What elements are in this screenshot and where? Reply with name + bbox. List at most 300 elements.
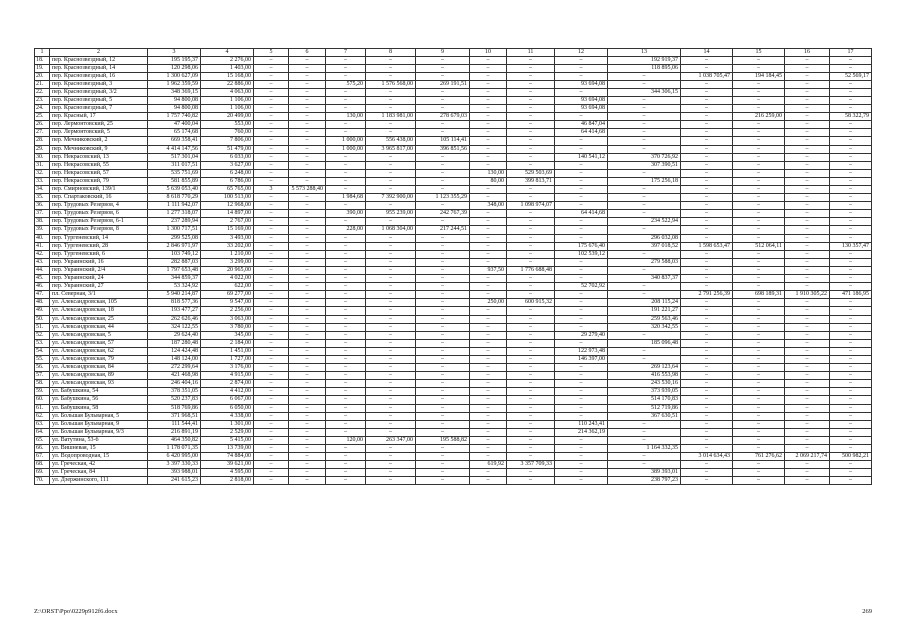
value-cell: – xyxy=(608,347,681,355)
value-cell: 818 577,36 xyxy=(148,299,201,307)
value-cell: – xyxy=(681,364,733,372)
value-cell: – xyxy=(785,420,830,428)
value-cell: – xyxy=(733,445,785,453)
value-cell: – xyxy=(830,64,872,72)
value-cell: – xyxy=(470,80,507,88)
value-cell: – xyxy=(785,56,830,64)
value-cell: – xyxy=(326,299,366,307)
address-cell: ул. Александровская, 89 xyxy=(50,372,148,380)
address-cell: ул. Большая Бульварная, 5 xyxy=(50,412,148,420)
value-cell: – xyxy=(681,404,733,412)
address-cell: пер. Лермонтовский, 5 xyxy=(50,129,148,137)
value-cell: – xyxy=(289,339,326,347)
value-cell: – xyxy=(254,445,289,453)
value-cell: – xyxy=(254,364,289,372)
value-cell: 4 338,00 xyxy=(201,412,254,420)
value-cell: 111 544,41 xyxy=(148,420,201,428)
value-cell: 58 322,79 xyxy=(830,113,872,121)
row-number: 31. xyxy=(35,161,50,169)
value-cell: 396 851,56 xyxy=(416,145,470,153)
value-cell: 955 239,00 xyxy=(366,210,416,218)
value-cell: – xyxy=(289,218,326,226)
value-cell: – xyxy=(366,250,416,258)
table-row xyxy=(35,194,872,202)
column-header: 12 xyxy=(555,49,608,57)
value-cell: – xyxy=(326,202,366,210)
value-cell: – xyxy=(289,347,326,355)
value-cell: – xyxy=(289,258,326,266)
value-cell: – xyxy=(416,412,470,420)
value-cell: – xyxy=(830,210,872,218)
value-cell: 51 479,00 xyxy=(201,145,254,153)
value-cell: – xyxy=(254,137,289,145)
value-cell: – xyxy=(733,436,785,444)
value-cell: 1 910 305,22 xyxy=(785,291,830,299)
row-number: 42. xyxy=(35,250,50,258)
value-cell: – xyxy=(254,299,289,307)
value-cell: – xyxy=(470,412,507,420)
value-cell: – xyxy=(555,186,608,194)
value-cell: – xyxy=(555,339,608,347)
value-cell: – xyxy=(681,412,733,420)
address-cell: пл. Северная, 3/1 xyxy=(50,291,148,299)
address-cell: ул. Бабушкина, 56 xyxy=(50,396,148,404)
value-cell: – xyxy=(470,153,507,161)
value-cell: – xyxy=(733,283,785,291)
value-cell: – xyxy=(366,153,416,161)
value-cell: – xyxy=(830,445,872,453)
value-cell: 8 618 770,29 xyxy=(148,194,201,202)
value-cell: 53 324,92 xyxy=(148,283,201,291)
value-cell: – xyxy=(254,291,289,299)
value-cell: – xyxy=(254,202,289,210)
value-cell: 130 357,47 xyxy=(830,242,872,250)
row-number: 52. xyxy=(35,331,50,339)
value-cell: – xyxy=(254,453,289,461)
value-cell: – xyxy=(366,258,416,266)
value-cell: – xyxy=(507,218,555,226)
column-header: 5 xyxy=(254,49,289,57)
value-cell: – xyxy=(366,161,416,169)
value-cell: – xyxy=(830,388,872,396)
data-table xyxy=(34,48,872,485)
value-cell: 378 351,05 xyxy=(148,388,201,396)
value-cell: – xyxy=(366,412,416,420)
value-cell: – xyxy=(733,323,785,331)
value-cell: – xyxy=(830,380,872,388)
address-cell: пер. Краснозвездный, 7 xyxy=(50,105,148,113)
address-cell: пер. Краснозвездный, 16 xyxy=(50,72,148,80)
address-cell: пер. Краснозвездный, 12 xyxy=(50,56,148,64)
value-cell: 1 183 981,00 xyxy=(366,113,416,121)
value-cell: – xyxy=(785,299,830,307)
value-cell: 217 244,51 xyxy=(416,226,470,234)
value-cell: – xyxy=(608,355,681,363)
column-header: 6 xyxy=(289,49,326,57)
value-cell: 520 237,83 xyxy=(148,396,201,404)
value-cell: 234 522,94 xyxy=(608,218,681,226)
value-cell: – xyxy=(608,210,681,218)
column-header: 11 xyxy=(507,49,555,57)
value-cell: – xyxy=(470,364,507,372)
value-cell: – xyxy=(733,396,785,404)
value-cell: 535 751,69 xyxy=(148,169,201,177)
address-cell: ул. Бабушкина, 54 xyxy=(50,388,148,396)
value-cell: – xyxy=(326,355,366,363)
value-cell: – xyxy=(289,477,326,485)
value-cell: – xyxy=(254,242,289,250)
column-header: 13 xyxy=(608,49,681,57)
value-cell: – xyxy=(470,355,507,363)
address-cell: пер. Тургеневский, 14 xyxy=(50,234,148,242)
value-cell: 324 122,55 xyxy=(148,323,201,331)
value-cell: – xyxy=(416,153,470,161)
value-cell: 3 493,00 xyxy=(201,234,254,242)
address-cell: пер. Мечниковский, 9 xyxy=(50,145,148,153)
table-row xyxy=(35,234,872,242)
value-cell: – xyxy=(507,364,555,372)
value-cell: – xyxy=(366,266,416,274)
table-row xyxy=(35,347,872,355)
value-cell: – xyxy=(681,129,733,137)
value-cell: – xyxy=(608,283,681,291)
value-cell: – xyxy=(830,105,872,113)
row-number: 20. xyxy=(35,72,50,80)
value-cell: – xyxy=(416,299,470,307)
value-cell: – xyxy=(830,355,872,363)
value-cell: – xyxy=(830,469,872,477)
value-cell: – xyxy=(555,169,608,177)
value-cell: – xyxy=(733,307,785,315)
value-cell: – xyxy=(507,412,555,420)
value-cell: – xyxy=(366,307,416,315)
value-cell: – xyxy=(289,469,326,477)
value-cell: 33 202,00 xyxy=(201,242,254,250)
value-cell: – xyxy=(254,72,289,80)
value-cell: – xyxy=(416,307,470,315)
value-cell: 421 468,98 xyxy=(148,372,201,380)
value-cell: – xyxy=(289,153,326,161)
value-cell: – xyxy=(555,64,608,72)
value-cell: 512 719,86 xyxy=(608,404,681,412)
table-row xyxy=(35,258,872,266)
value-cell: – xyxy=(289,72,326,80)
value-cell: – xyxy=(254,477,289,485)
value-cell: – xyxy=(785,186,830,194)
value-cell: – xyxy=(830,250,872,258)
value-cell: 195 588,82 xyxy=(416,436,470,444)
value-cell: 1 111 942,07 xyxy=(148,202,201,210)
value-cell: – xyxy=(507,64,555,72)
address-cell: ул. Греческая, 42 xyxy=(50,461,148,469)
value-cell: – xyxy=(785,137,830,145)
value-cell: 1 000,00 xyxy=(326,137,366,145)
value-cell: – xyxy=(830,283,872,291)
value-cell: 1 757 740,82 xyxy=(148,113,201,121)
address-cell: ул. Дзержинского, 111 xyxy=(50,477,148,485)
value-cell: – xyxy=(785,96,830,104)
value-cell: – xyxy=(555,445,608,453)
address-cell: ул. Вишневая, 15 xyxy=(50,445,148,453)
address-cell: ул. Александровская, 105 xyxy=(50,299,148,307)
value-cell: – xyxy=(326,88,366,96)
value-cell: – xyxy=(785,372,830,380)
table-row xyxy=(35,299,872,307)
value-cell: – xyxy=(366,121,416,129)
row-number: 70. xyxy=(35,477,50,485)
row-number: 25. xyxy=(35,113,50,121)
value-cell: 6 050,00 xyxy=(201,404,254,412)
value-cell: – xyxy=(366,105,416,113)
value-cell: – xyxy=(289,436,326,444)
value-cell: – xyxy=(366,347,416,355)
value-cell: – xyxy=(326,234,366,242)
table-row xyxy=(35,412,872,420)
value-cell: – xyxy=(289,380,326,388)
address-cell: пер. Трудовых Резервов, 6 xyxy=(50,210,148,218)
value-cell: 1 598 653,47 xyxy=(681,242,733,250)
value-cell: – xyxy=(507,283,555,291)
value-cell: – xyxy=(254,469,289,477)
value-cell: – xyxy=(366,453,416,461)
value-cell: – xyxy=(681,283,733,291)
value-cell: – xyxy=(416,177,470,185)
value-cell: – xyxy=(289,56,326,64)
value-cell: – xyxy=(555,137,608,145)
row-number: 55. xyxy=(35,355,50,363)
value-cell: – xyxy=(254,250,289,258)
value-cell: – xyxy=(681,355,733,363)
value-cell: – xyxy=(416,477,470,485)
value-cell: 282 887,03 xyxy=(148,258,201,266)
value-cell: – xyxy=(366,129,416,137)
value-cell: – xyxy=(470,161,507,169)
row-number: 46. xyxy=(35,283,50,291)
value-cell: 93 694,08 xyxy=(555,96,608,104)
value-cell: 238 797,23 xyxy=(608,477,681,485)
value-cell: – xyxy=(681,258,733,266)
value-cell: – xyxy=(785,210,830,218)
value-cell: 2 767,00 xyxy=(201,218,254,226)
value-cell: – xyxy=(555,266,608,274)
value-cell: 7 806,00 xyxy=(201,137,254,145)
value-cell: – xyxy=(366,380,416,388)
value-cell: – xyxy=(555,477,608,485)
value-cell: – xyxy=(254,323,289,331)
value-cell: 110 243,41 xyxy=(555,420,608,428)
value-cell: 2 256,00 xyxy=(201,307,254,315)
value-cell: – xyxy=(254,388,289,396)
value-cell: 3 780,00 xyxy=(201,323,254,331)
value-cell: – xyxy=(733,477,785,485)
table-row xyxy=(35,242,872,250)
value-cell: – xyxy=(608,72,681,80)
value-cell: – xyxy=(785,469,830,477)
value-cell: – xyxy=(555,364,608,372)
address-cell: ул. Большая Бульварная, 9/3 xyxy=(50,428,148,436)
value-cell: 263 347,00 xyxy=(366,436,416,444)
value-cell: 269 123,64 xyxy=(608,364,681,372)
value-cell: – xyxy=(416,461,470,469)
value-cell: – xyxy=(289,113,326,121)
value-cell: – xyxy=(555,380,608,388)
value-cell: – xyxy=(681,64,733,72)
value-cell: – xyxy=(254,315,289,323)
value-cell: 120 298,06 xyxy=(148,64,201,72)
row-number: 44. xyxy=(35,266,50,274)
value-cell: – xyxy=(785,218,830,226)
value-cell: 124 424,48 xyxy=(148,347,201,355)
value-cell: – xyxy=(608,169,681,177)
value-cell: – xyxy=(416,129,470,137)
table-row xyxy=(35,96,872,104)
value-cell: – xyxy=(289,420,326,428)
value-cell: – xyxy=(785,339,830,347)
value-cell: – xyxy=(733,420,785,428)
value-cell: – xyxy=(681,331,733,339)
value-cell: – xyxy=(608,428,681,436)
column-header: 4 xyxy=(201,49,254,57)
value-cell: 3 965 817,00 xyxy=(366,145,416,153)
value-cell: – xyxy=(470,72,507,80)
column-header: 8 xyxy=(366,49,416,57)
value-cell: 2 276,00 xyxy=(201,56,254,64)
value-cell: – xyxy=(416,364,470,372)
value-cell: – xyxy=(416,315,470,323)
value-cell: – xyxy=(289,275,326,283)
value-cell: 320 342,55 xyxy=(608,323,681,331)
value-cell: 272 299,64 xyxy=(148,364,201,372)
value-cell: 760,00 xyxy=(201,129,254,137)
value-cell: – xyxy=(507,121,555,129)
value-cell: – xyxy=(326,420,366,428)
value-cell: – xyxy=(785,388,830,396)
table-row xyxy=(35,291,872,299)
value-cell: – xyxy=(733,194,785,202)
value-cell: 1 797 653,48 xyxy=(148,266,201,274)
table-row xyxy=(35,307,872,315)
value-cell: 5 639 053,40 xyxy=(148,186,201,194)
value-cell: 2 069 217,74 xyxy=(785,453,830,461)
value-cell: 13 739,00 xyxy=(201,445,254,453)
value-cell: – xyxy=(681,436,733,444)
value-cell: – xyxy=(416,186,470,194)
value-cell: – xyxy=(470,477,507,485)
value-cell: – xyxy=(681,137,733,145)
value-cell: 3 357 709,33 xyxy=(507,461,555,469)
value-cell: – xyxy=(254,80,289,88)
value-cell: – xyxy=(733,96,785,104)
value-cell: – xyxy=(555,218,608,226)
value-cell: – xyxy=(416,388,470,396)
value-cell: – xyxy=(366,428,416,436)
address-cell: ул. Александровская, 57 xyxy=(50,339,148,347)
value-cell: – xyxy=(733,428,785,436)
value-cell: – xyxy=(470,64,507,72)
value-cell: 64 414,68 xyxy=(555,210,608,218)
value-cell: 216 259,00 xyxy=(733,113,785,121)
row-number: 28. xyxy=(35,137,50,145)
value-cell: – xyxy=(470,226,507,234)
column-header: 1 xyxy=(35,49,50,57)
value-cell: – xyxy=(555,372,608,380)
value-cell: 29 279,40 xyxy=(555,331,608,339)
value-cell: – xyxy=(555,226,608,234)
value-cell: – xyxy=(785,64,830,72)
value-cell: – xyxy=(681,202,733,210)
value-cell: – xyxy=(733,258,785,266)
table-row xyxy=(35,129,872,137)
value-cell: – xyxy=(733,105,785,113)
value-cell: – xyxy=(366,299,416,307)
value-cell: 15 169,00 xyxy=(201,226,254,234)
value-cell: – xyxy=(608,186,681,194)
address-cell: пер. Некрасовский, 57 xyxy=(50,169,148,177)
value-cell: – xyxy=(830,461,872,469)
value-cell: – xyxy=(681,307,733,315)
address-cell: пер. Краснозвездный, 14 xyxy=(50,64,148,72)
value-cell: – xyxy=(785,113,830,121)
value-cell: 1 301,00 xyxy=(201,420,254,428)
value-cell: – xyxy=(470,105,507,113)
value-cell: – xyxy=(326,428,366,436)
value-cell: – xyxy=(254,56,289,64)
value-cell: – xyxy=(254,339,289,347)
value-cell: – xyxy=(681,113,733,121)
value-cell: – xyxy=(608,226,681,234)
value-cell: – xyxy=(681,445,733,453)
value-cell: – xyxy=(733,226,785,234)
value-cell: – xyxy=(326,404,366,412)
row-number: 39. xyxy=(35,226,50,234)
value-cell: 340 837,37 xyxy=(608,275,681,283)
value-cell: – xyxy=(785,307,830,315)
value-cell: – xyxy=(289,161,326,169)
value-cell: – xyxy=(289,388,326,396)
value-cell: 46 847,04 xyxy=(555,121,608,129)
value-cell: – xyxy=(830,121,872,129)
value-cell: – xyxy=(289,461,326,469)
value-cell: 69 277,00 xyxy=(201,291,254,299)
value-cell: – xyxy=(289,210,326,218)
value-cell: – xyxy=(326,364,366,372)
value-cell: – xyxy=(830,372,872,380)
value-cell: – xyxy=(416,202,470,210)
value-cell: – xyxy=(507,137,555,145)
value-cell: – xyxy=(681,315,733,323)
row-number: 18. xyxy=(35,56,50,64)
value-cell: – xyxy=(733,218,785,226)
value-cell: – xyxy=(366,291,416,299)
value-cell: – xyxy=(507,186,555,194)
value-cell: – xyxy=(289,250,326,258)
value-cell: – xyxy=(366,477,416,485)
table-row xyxy=(35,428,872,436)
value-cell: – xyxy=(326,388,366,396)
row-number: 38. xyxy=(35,218,50,226)
value-cell: 194 184,45 xyxy=(733,72,785,80)
value-cell: – xyxy=(681,388,733,396)
value-cell: 3 299,00 xyxy=(201,258,254,266)
value-cell: – xyxy=(785,380,830,388)
column-header: 7 xyxy=(326,49,366,57)
value-cell: 246 404,16 xyxy=(148,380,201,388)
value-cell: – xyxy=(326,64,366,72)
value-cell: – xyxy=(681,121,733,129)
value-cell: 130,00 xyxy=(326,113,366,121)
value-cell: – xyxy=(366,177,416,185)
value-cell: – xyxy=(326,283,366,291)
